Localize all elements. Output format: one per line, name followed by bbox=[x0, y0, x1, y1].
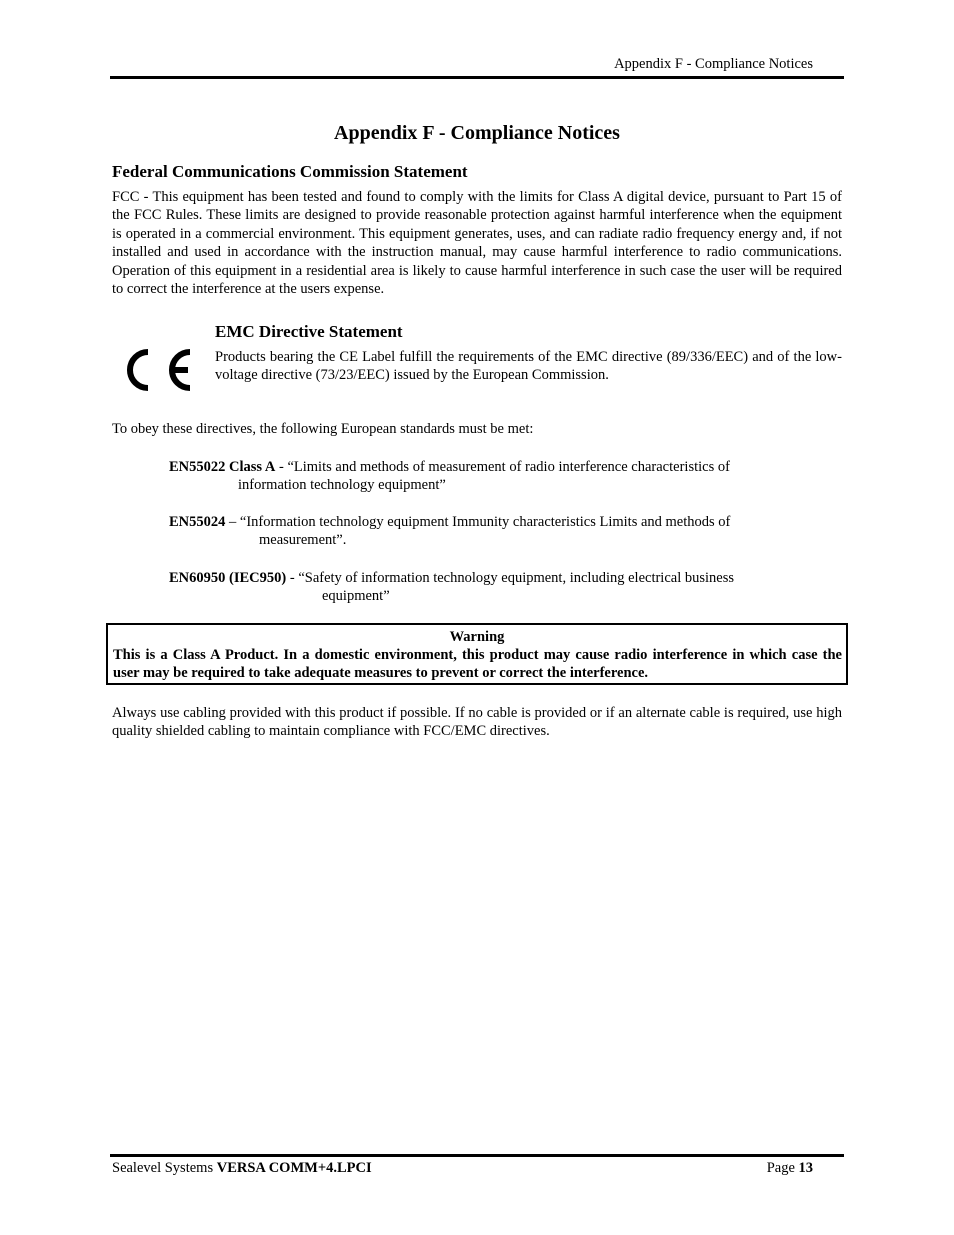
standard-item bbox=[169, 513, 842, 550]
standard-description: “Information technology equipment Immunity characteristics Limits and methods of bbox=[239, 514, 731, 530]
cabling-paragraph: Always use cabling provided with this product if possible. If no cable is provided or if an alternate cable is required, use high quality shielded cabling to maintain compliance with FCC/EMC directives. bbox=[112, 705, 842, 740]
footer-company: Sealevel Systems bbox=[112, 1160, 214, 1176]
warning-box bbox=[106, 623, 848, 685]
standard-item bbox=[169, 569, 842, 606]
footer-page bbox=[767, 1160, 813, 1177]
standard-description: “Limits and methods of measurement of radio interference characteristics of bbox=[287, 459, 730, 475]
standard-description-continued: measurement”. bbox=[259, 532, 347, 549]
emc-heading: EMC Directive Statement bbox=[215, 322, 403, 341]
standard-description-continued: information technology equipment” bbox=[238, 477, 446, 494]
footer-product-name: VERSA COMM+4.LPCI bbox=[216, 1160, 372, 1176]
warning-title: Warning bbox=[449, 629, 505, 645]
directives-intro: To obey these directives, the following European standards must be met: bbox=[112, 421, 534, 437]
standard-item bbox=[169, 458, 842, 495]
ce-mark-icon bbox=[114, 346, 194, 394]
footer-rule bbox=[110, 1154, 844, 1157]
standard-code: EN60950 (IEC950) bbox=[169, 570, 287, 586]
standard-code: EN55022 Class A bbox=[169, 459, 276, 475]
standard-description-continued: equipment” bbox=[322, 588, 390, 605]
warning-text: This is a Class A Product. In a domestic environment, this product may cause radio interference in which case the user may be required to take adequate measures to prevent or correct the interference. bbox=[113, 647, 842, 681]
standard-description: “Safety of information technology equipment, including electrical business bbox=[298, 570, 734, 586]
fcc-heading: Federal Communications Commission Statement bbox=[112, 162, 468, 181]
emc-paragraph: Products bearing the CE Label fulfill the requirements of the EMC directive (89/336/EEC) and of the low-voltage directive (73/23/EEC) issued by the European Commission. bbox=[215, 349, 842, 384]
footer-page-number: 13 bbox=[798, 1160, 813, 1176]
page-title: Appendix F - Compliance Notices bbox=[334, 122, 620, 144]
header-rule bbox=[110, 76, 844, 79]
footer-product bbox=[112, 1160, 372, 1177]
running-header: Appendix F - Compliance Notices bbox=[614, 56, 813, 72]
standard-separator: – bbox=[225, 514, 240, 530]
footer-page-label: Page bbox=[766, 1160, 795, 1176]
standard-code: EN55024 bbox=[169, 514, 226, 530]
standard-separator: - bbox=[286, 570, 299, 586]
fcc-paragraph: FCC - This equipment has been tested and found to comply with the limits for Class A digital device, pursuant to Part 15 of the FCC Rules. These limits are designed to provide reasonable protection against harmful interference when the equipment is operated in a commercial environment. This equipment generates, uses, and can radiate radio frequency energy and, if not installed and used in accordance with the instruction manual, may cause harmful interference to radio communications. Operation of this equipment in a residential area is likely to cause harmful interference in such case the user will be required to correct the interference at the users expense. bbox=[112, 189, 842, 298]
standard-separator: - bbox=[275, 459, 288, 475]
